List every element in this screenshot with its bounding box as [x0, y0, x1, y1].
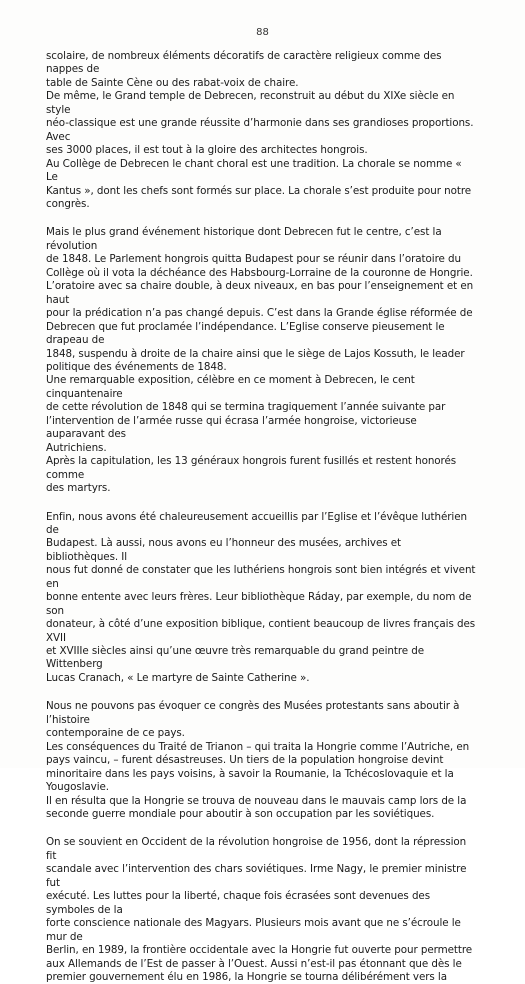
text-line: Berlin, en 1989, la frontière occidentale avec la Hongrie fut ouverte pour permettre: [46, 944, 473, 957]
text-line: Kantus », dont les chefs sont formés sur place. La chorale s’est produite pour notre: [46, 184, 472, 197]
text-line: Il en résulta que la Hongrie se trouva de nouveau dans le mauvais camp lors de la: [46, 794, 467, 807]
text-line: et XVIIIe siècles ainsi qu’une œuvre très remarquable du grand peintre de Wittenberg: [46, 645, 425, 671]
text-line: Nous ne pouvons pas évoquer ce congrès des Musées protestants sans aboutir à l’histoire: [46, 700, 460, 726]
text-line: Après la capitulation, les 13 généraux hongrois furent fusillés et restent honorés comme: [46, 455, 457, 481]
text-line: On se souvient en Occident de la révolution hongroise de 1956, dont la répression fit: [46, 836, 467, 862]
text-line: Collège où il vota la déchéance des Habsbourg-Lorraine de la couronne de Hongrie.: [46, 266, 473, 279]
text-line: politique des événements de 1848.: [46, 360, 227, 373]
text-line: exécuté. Les luttes pour la liberté, chaque fois écrasées sont devenues des symboles de la: [46, 890, 431, 916]
text-line: L’oratoire avec sa chaire double, à deux niveaux, en bas pour l’enseignement et en haut: [46, 280, 474, 306]
text-line: premier gouvernement élu en 1986, la Hongrie se tourna délibérément vers la: [46, 971, 447, 983]
text-line: nous fut donné de constater que les luthériens hongrois sont bien intégrés et vivent en: [46, 564, 476, 590]
text-line: l’intervention de l’armée russe qui écrasa l’armée hongroise, victorieuse auparavant des: [46, 414, 417, 441]
text-line: de 1848. Le Parlement hongrois quitta Budapest pour se réunir dans l’oratoire du: [46, 253, 461, 266]
page-body: [46, 50, 476, 984]
text-line: Budapest. Là aussi, nous avons eu l’honneur des musées, archives et bibliothèques. Il: [46, 537, 402, 563]
text-line: Lucas Cranach, « Le martyre de Sainte Catherine ».: [46, 671, 310, 684]
text-line: minoritaire dans les pays voisins, à savoir la Roumanie, la Tchécoslovaquie et la: [46, 767, 454, 780]
paragraph-revolution-1956: [46, 836, 476, 984]
text-line: scandale avec l’intervention des chars soviétiques. Irme Nagy, le premier ministre fut: [46, 863, 467, 889]
text-line: Yougoslavie.: [46, 781, 110, 794]
text-line: Mais le plus grand événement historique dont Debrecen fut le centre, c’est la révolution: [46, 226, 442, 252]
text-line: Debrecen que fut proclamée l’indépendance. L’Eglise conserve pieusement le drapeau de: [46, 320, 445, 347]
text-line: Enfin, nous avons été chaleureusement accueillis par l’Eglise et l’évêque luthérien de: [46, 510, 467, 536]
paragraph-budapest-lutherans: [46, 511, 476, 686]
text-line: aux Allemands de l’Est de passer à l’Ouest. Aussi n’est-il pas étonnant que dès le: [46, 957, 462, 970]
text-line: table de Sainte Cène ou des rabat-voix de chaire.: [46, 76, 299, 89]
text-line: donateur, à côté d’une exposition biblique, contient beaucoup de livres français des XVII: [46, 618, 476, 644]
text-line: Les conséquences du Traité de Trianon – qui traita la Hongrie comme l’Autriche, en: [46, 740, 470, 753]
text-line: Autrichiens.: [46, 441, 107, 454]
text-line: Au Collège de Debrecen le chant choral est une tradition. La chorale se nomme « Le: [46, 157, 462, 184]
text-line: De même, le Grand temple de Debrecen, reconstruit au début du XIXe siècle en style: [46, 90, 455, 116]
text-line: contemporaine de ce pays.: [46, 727, 185, 740]
text-line: néo-classique est une grande réussite d’harmonie dans ses grandioses proportions. Avec: [46, 117, 474, 143]
text-line: ses 3000 places, il est tout à la gloire des architectes hongrois.: [46, 144, 368, 157]
text-line: seconde guerre mondiale pour aboutir à son occupation par les soviétiques.: [46, 808, 435, 821]
text-line: pays vaincu, – furent désastreuses. Un tiers de la population hongroise devint: [46, 754, 444, 767]
text-line: congrès.: [46, 197, 90, 210]
text-line: forte conscience nationale des Magyars. Plusieurs mois avant que ne s’écroule le mur de: [46, 917, 461, 943]
paragraph-revolution-1848: [46, 226, 476, 495]
paragraph-debrecen-temple: [46, 50, 476, 211]
text-line: 1848, suspendu à droite de la chaire ainsi que le siège de Lajos Kossuth, le leader: [46, 347, 465, 360]
page-number: 88: [256, 27, 269, 38]
text-line: bonne entente avec leurs frères. Leur bibliothèque Ráday, par exemple, du nom de son: [46, 591, 472, 617]
text-line: scolaire, de nombreux éléments décoratifs de caractère religieux comme des nappes de: [46, 50, 442, 76]
text-line: Une remarquable exposition, célèbre en ce moment à Debrecen, le cent cinquantenaire: [46, 374, 415, 400]
paragraph-trianon: [46, 700, 476, 821]
text-line: de cette révolution de 1848 qui se termina tragiquement l’année suivante par: [46, 401, 446, 414]
text-line: des martyrs.: [46, 482, 111, 495]
text-line: pour la prédication n’a pas changé depuis. C’est dans la Grande église réformée de: [46, 307, 473, 320]
